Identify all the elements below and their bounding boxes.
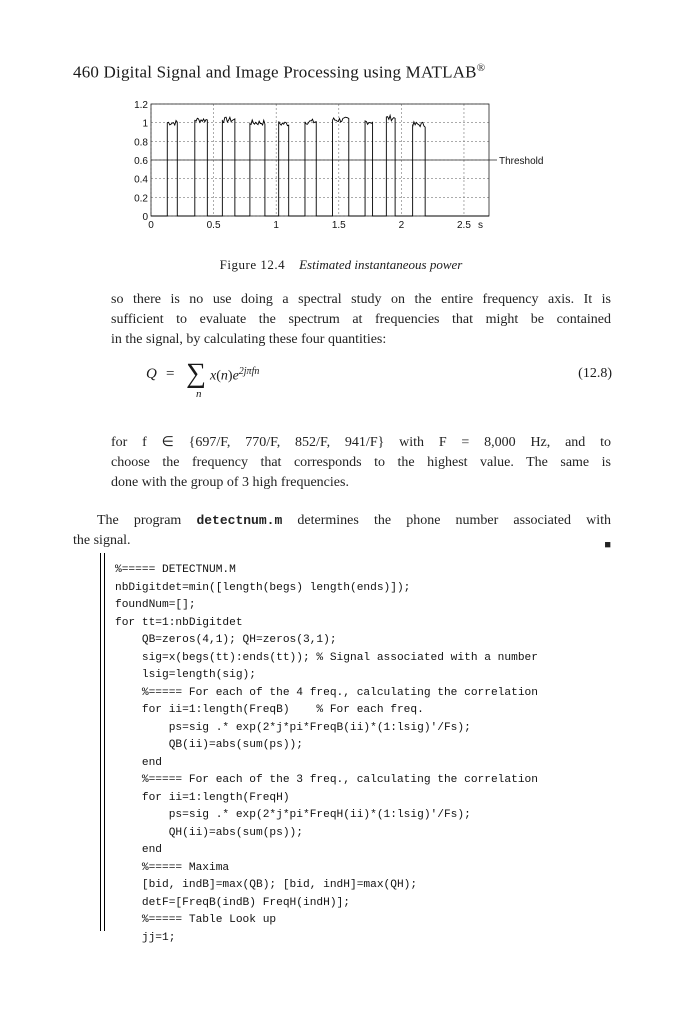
text-fragment: The program	[97, 513, 197, 528]
y-tick-label: 1.2	[134, 100, 148, 111]
y-tick-label: 0.2	[134, 193, 148, 205]
power-signal-line	[151, 115, 489, 216]
equation-body: $x(n)e^{2j\pi fn}$	[210, 366, 260, 384]
code-line: for ii=1:length(FreqH)	[115, 791, 290, 804]
threshold-label: Threshold	[499, 156, 544, 167]
code-line: [bid, indB]=max(QB); [bid, indH]=max(QH);	[115, 879, 418, 891]
code-line: %===== Table Look up	[115, 914, 277, 926]
x-tick-label: 1	[273, 220, 279, 231]
y-tick-label: 0.6	[134, 156, 148, 167]
equation-equals: =	[166, 366, 175, 382]
paragraph-line: choose the frequency that corresponds to the highest value. The same is	[111, 455, 611, 470]
caption-text: Estimated instantaneous power	[299, 257, 463, 272]
x-tick-label: 1.5	[331, 220, 346, 231]
sum-index: n	[196, 388, 202, 400]
paragraph-line	[73, 511, 611, 531]
code-line: for ii=1:length(FreqB) % For each freq.	[115, 704, 424, 716]
equation-number: (12.8)	[578, 366, 612, 381]
paragraph-line: in the signal, by calculating these four quantities:	[111, 332, 387, 347]
end-of-section-square: ■	[604, 539, 611, 551]
registered-mark: ®	[476, 62, 486, 74]
x-tick-label: 0	[148, 220, 154, 231]
figure-caption	[0, 257, 682, 273]
code-line: foundNum=[];	[115, 599, 196, 611]
code-block	[115, 562, 538, 947]
code-line: detF=[FreqB(indB) FreqH(indH)];	[115, 896, 350, 909]
text-fragment: determines the phone number associated with	[282, 513, 611, 528]
code-line: QB=zeros(4,1); QH=zeros(3,1);	[115, 634, 337, 646]
code-line: lsig=length(sig);	[115, 669, 256, 681]
code-line: for tt=1:nbDigitdet	[115, 616, 243, 629]
paragraph-1	[111, 290, 611, 350]
y-tick-label: 0.4	[134, 174, 148, 186]
paragraph-line: so there is no use doing a spectral study on the entire frequency axis. It is	[111, 292, 611, 307]
sum-symbol: ∑	[186, 358, 206, 389]
code-line: end	[115, 844, 162, 856]
x-tick-label: 0.5	[206, 220, 221, 231]
paragraph-line: for f ∈ {697/F, 770/F, 852/F, 941/F} with F = 8,000 Hz, and to	[111, 435, 611, 450]
code-line: %===== Maxima	[115, 861, 230, 874]
paragraph-line: the signal.	[73, 533, 131, 548]
code-border	[104, 553, 105, 931]
code-line: QH(ii)=abs(sum(ps));	[115, 826, 303, 839]
inline-code: detectnum.m	[196, 513, 283, 528]
y-tick-label: 0	[142, 212, 148, 223]
code-line: %===== For each of the 4 freq., calculating the correlation	[115, 686, 538, 699]
code-line: sig=x(begs(tt):ends(tt)); % Signal associated with a number	[115, 651, 538, 664]
equation-12-8	[146, 358, 612, 412]
code-line: QB(ii)=abs(sum(ps));	[115, 739, 303, 751]
y-tick-label: 1	[142, 118, 148, 130]
y-tick-label: 0.8	[134, 137, 148, 149]
caption-label: Figure 12.4	[219, 257, 286, 272]
code-line: nbDigitdet=min([length(begs) length(ends)]);	[115, 581, 411, 594]
code-line: jj=1;	[115, 931, 176, 944]
paragraph-2	[111, 433, 611, 493]
code-line: ps=sig .* exp(2*j*pi*FreqH(ii)*(1:lsig)'/Fs);	[115, 809, 471, 821]
code-line: ps=sig .* exp(2*j*pi*FreqB(ii)*(1:lsig)'/Fs);	[115, 721, 471, 734]
code-line: end	[115, 756, 162, 769]
paragraph-3	[73, 511, 611, 551]
power-chart	[108, 100, 568, 240]
x-unit-label: s	[477, 220, 483, 231]
code-border	[100, 553, 101, 931]
code-line: %===== For each of the 3 freq., calculating the correlation	[115, 774, 538, 786]
paragraph-line: done with the group of 3 high frequencies.	[111, 475, 349, 490]
paragraph-line: sufficient to evaluate the spectrum at frequencies that might be contained	[111, 312, 611, 327]
x-tick-label: 2.5	[457, 220, 471, 231]
code-line: %===== DETECTNUM.M	[115, 564, 236, 576]
code-listing	[100, 553, 600, 944]
header-text: 460 Digital Signal and Image Processing using MATLAB	[73, 62, 477, 82]
equation-lhs: Q	[146, 366, 157, 382]
x-tick-label: 2	[398, 220, 405, 231]
page-header	[73, 62, 485, 83]
